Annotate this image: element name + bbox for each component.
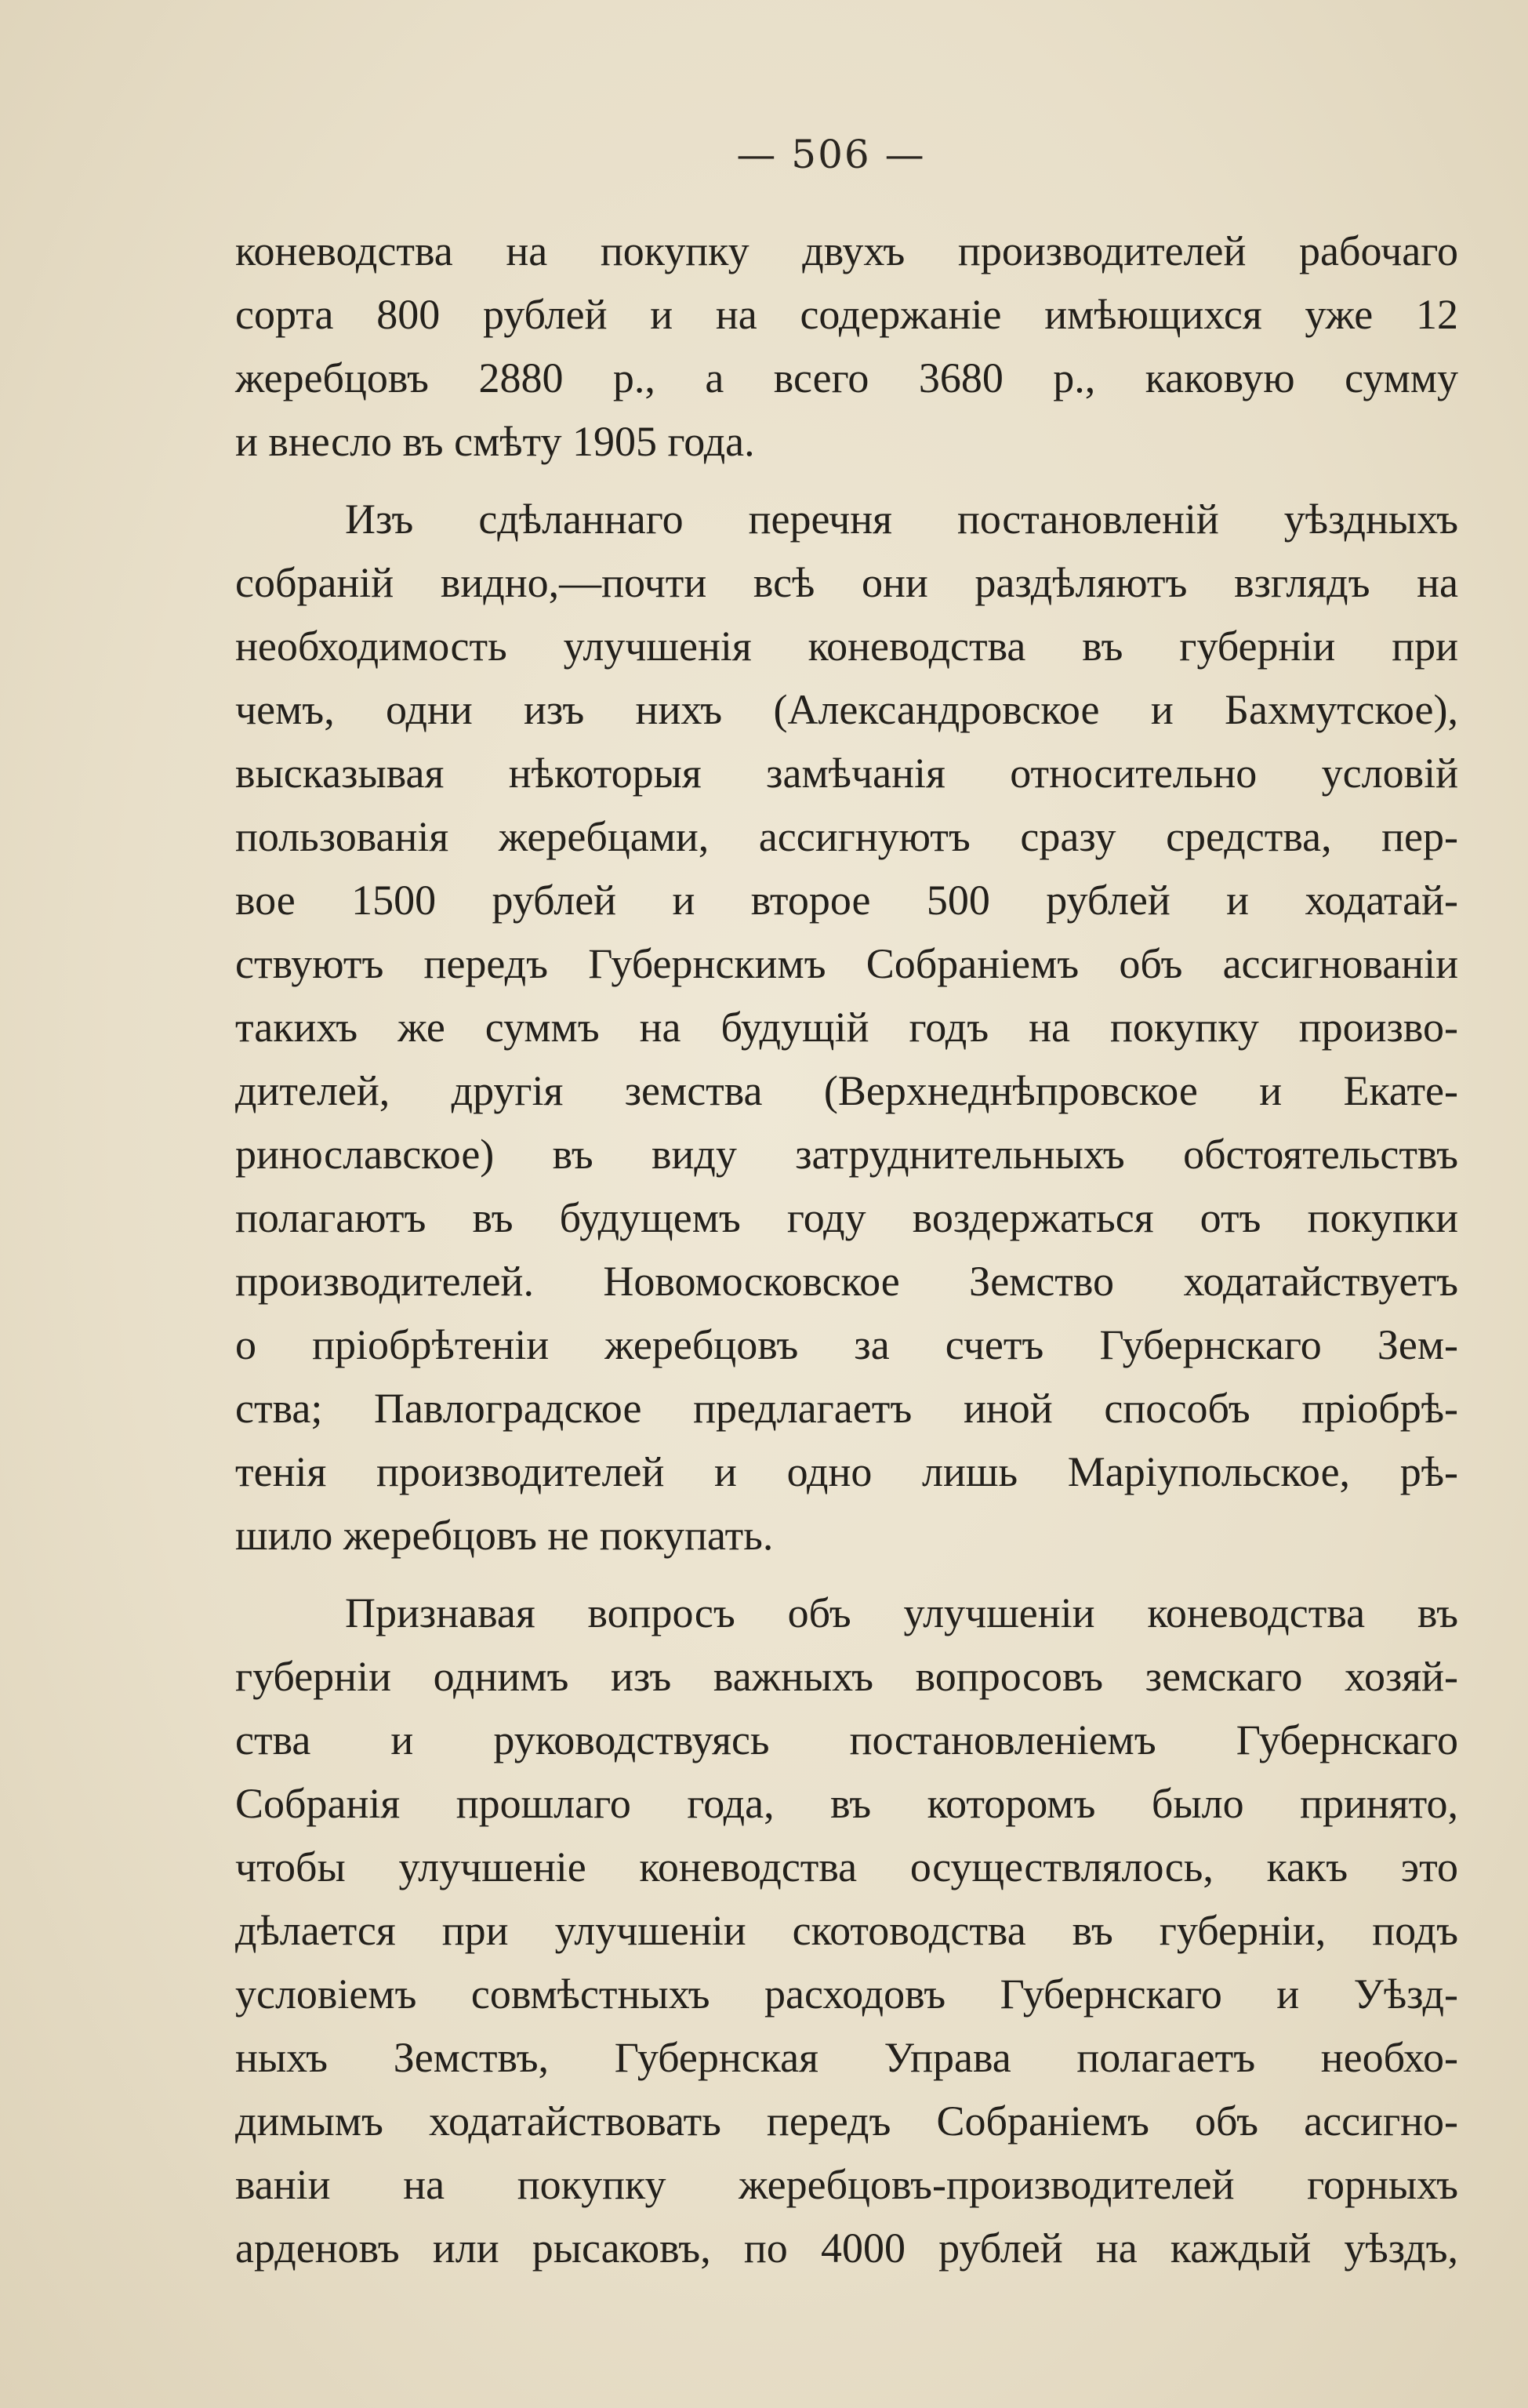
- text-line: собраній видно,—почти всѣ они раздѣляютъ взглядъ на: [235, 559, 1458, 606]
- text-line: ствуютъ передъ Губернскимъ Собраніемъ объ ассигнованіи: [235, 940, 1458, 987]
- text-line: дѣлается при улучшеніи скотоводства въ губерніи, подъ: [235, 1907, 1458, 1954]
- text-line: ства и руководствуясь постановленіемъ Губернскаго: [235, 1716, 1458, 1763]
- text-line: дителей, другія земства (Верхнеднѣпровское и Екате-: [235, 1067, 1458, 1114]
- text-line: производителей. Новомосковское Земство ходатайствуетъ: [235, 1258, 1458, 1305]
- text-line: Собранія прошлаго года, въ которомъ было принято,: [235, 1780, 1458, 1827]
- text-line: ныхъ Земствъ, Губернская Управа полагаетъ необхо-: [235, 2034, 1458, 2081]
- text-line: шило жеребцовъ не покупать.: [235, 1512, 774, 1559]
- paragraph-2: [235, 488, 1458, 1567]
- text-line: тенія производителей и одно лишь Маріупольское, рѣ-: [235, 1448, 1458, 1495]
- text-line: Изъ сдѣланнаго перечня постановленій уѣздныхъ: [345, 496, 1458, 543]
- text-line: ства; Павлоградское предлагаетъ иной способъ пріобрѣ-: [235, 1385, 1458, 1432]
- text-line: арденовъ или рысаковъ, по 4000 рублей на каждый уѣздъ,: [235, 2225, 1458, 2272]
- text-line: жеребцовъ 2880 р., а всего 3680 р., каковую сумму: [235, 354, 1458, 401]
- text-line: чтобы улучшеніе коневодства осуществлялось, какъ это: [235, 1843, 1458, 1890]
- text-line: пользованія жеребцами, ассигнуютъ сразу средства, пер-: [235, 813, 1458, 860]
- text-line: сорта 800 рублей и на содержаніе имѣющихся уже 12: [235, 291, 1458, 338]
- text-line: и внесло въ смѣту 1905 года.: [235, 418, 755, 465]
- text-line: димымъ ходатайствовать передъ Собраніемъ объ ассигно-: [235, 2097, 1458, 2145]
- text-line: необходимость улучшенія коневодства въ губерніи при: [235, 623, 1458, 670]
- text-line: высказывая нѣкоторыя замѣчанія относительно условій: [235, 750, 1458, 797]
- text-line: губерніи однимъ изъ важныхъ вопросовъ земскаго хозяй-: [235, 1653, 1458, 1700]
- text-line: ваніи на покупку жеребцовъ-производителей горныхъ: [235, 2161, 1458, 2208]
- text-line: о пріобрѣтеніи жеребцовъ за счетъ Губернскаго Зем-: [235, 1321, 1458, 1368]
- text-line: такихъ же суммъ на будущій годъ на покупку произво-: [235, 1004, 1458, 1051]
- text-line: условіемъ совмѣстныхъ расходовъ Губернскаго и Уѣзд-: [235, 1970, 1458, 2018]
- text-line: чемъ, одни изъ нихъ (Александровское и Бахмутское),: [235, 686, 1458, 733]
- text-line: коневодства на покупку двухъ производителей рабочаго: [235, 227, 1458, 274]
- paragraph-3: [235, 1582, 1458, 2280]
- page-number: — 506 —: [736, 132, 926, 177]
- text-line: вое 1500 рублей и второе 500 рублей и ходатай-: [235, 877, 1458, 924]
- body-text: [235, 220, 1458, 2280]
- paragraph-1: [235, 220, 1458, 474]
- text-line: ринославское) въ виду затруднительныхъ обстоятельствъ: [235, 1131, 1458, 1178]
- text-line: полагаютъ въ будущемъ году воздержаться отъ покупки: [235, 1194, 1458, 1241]
- text-line: Признавая вопросъ объ улучшеніи коневодства въ: [345, 1589, 1458, 1636]
